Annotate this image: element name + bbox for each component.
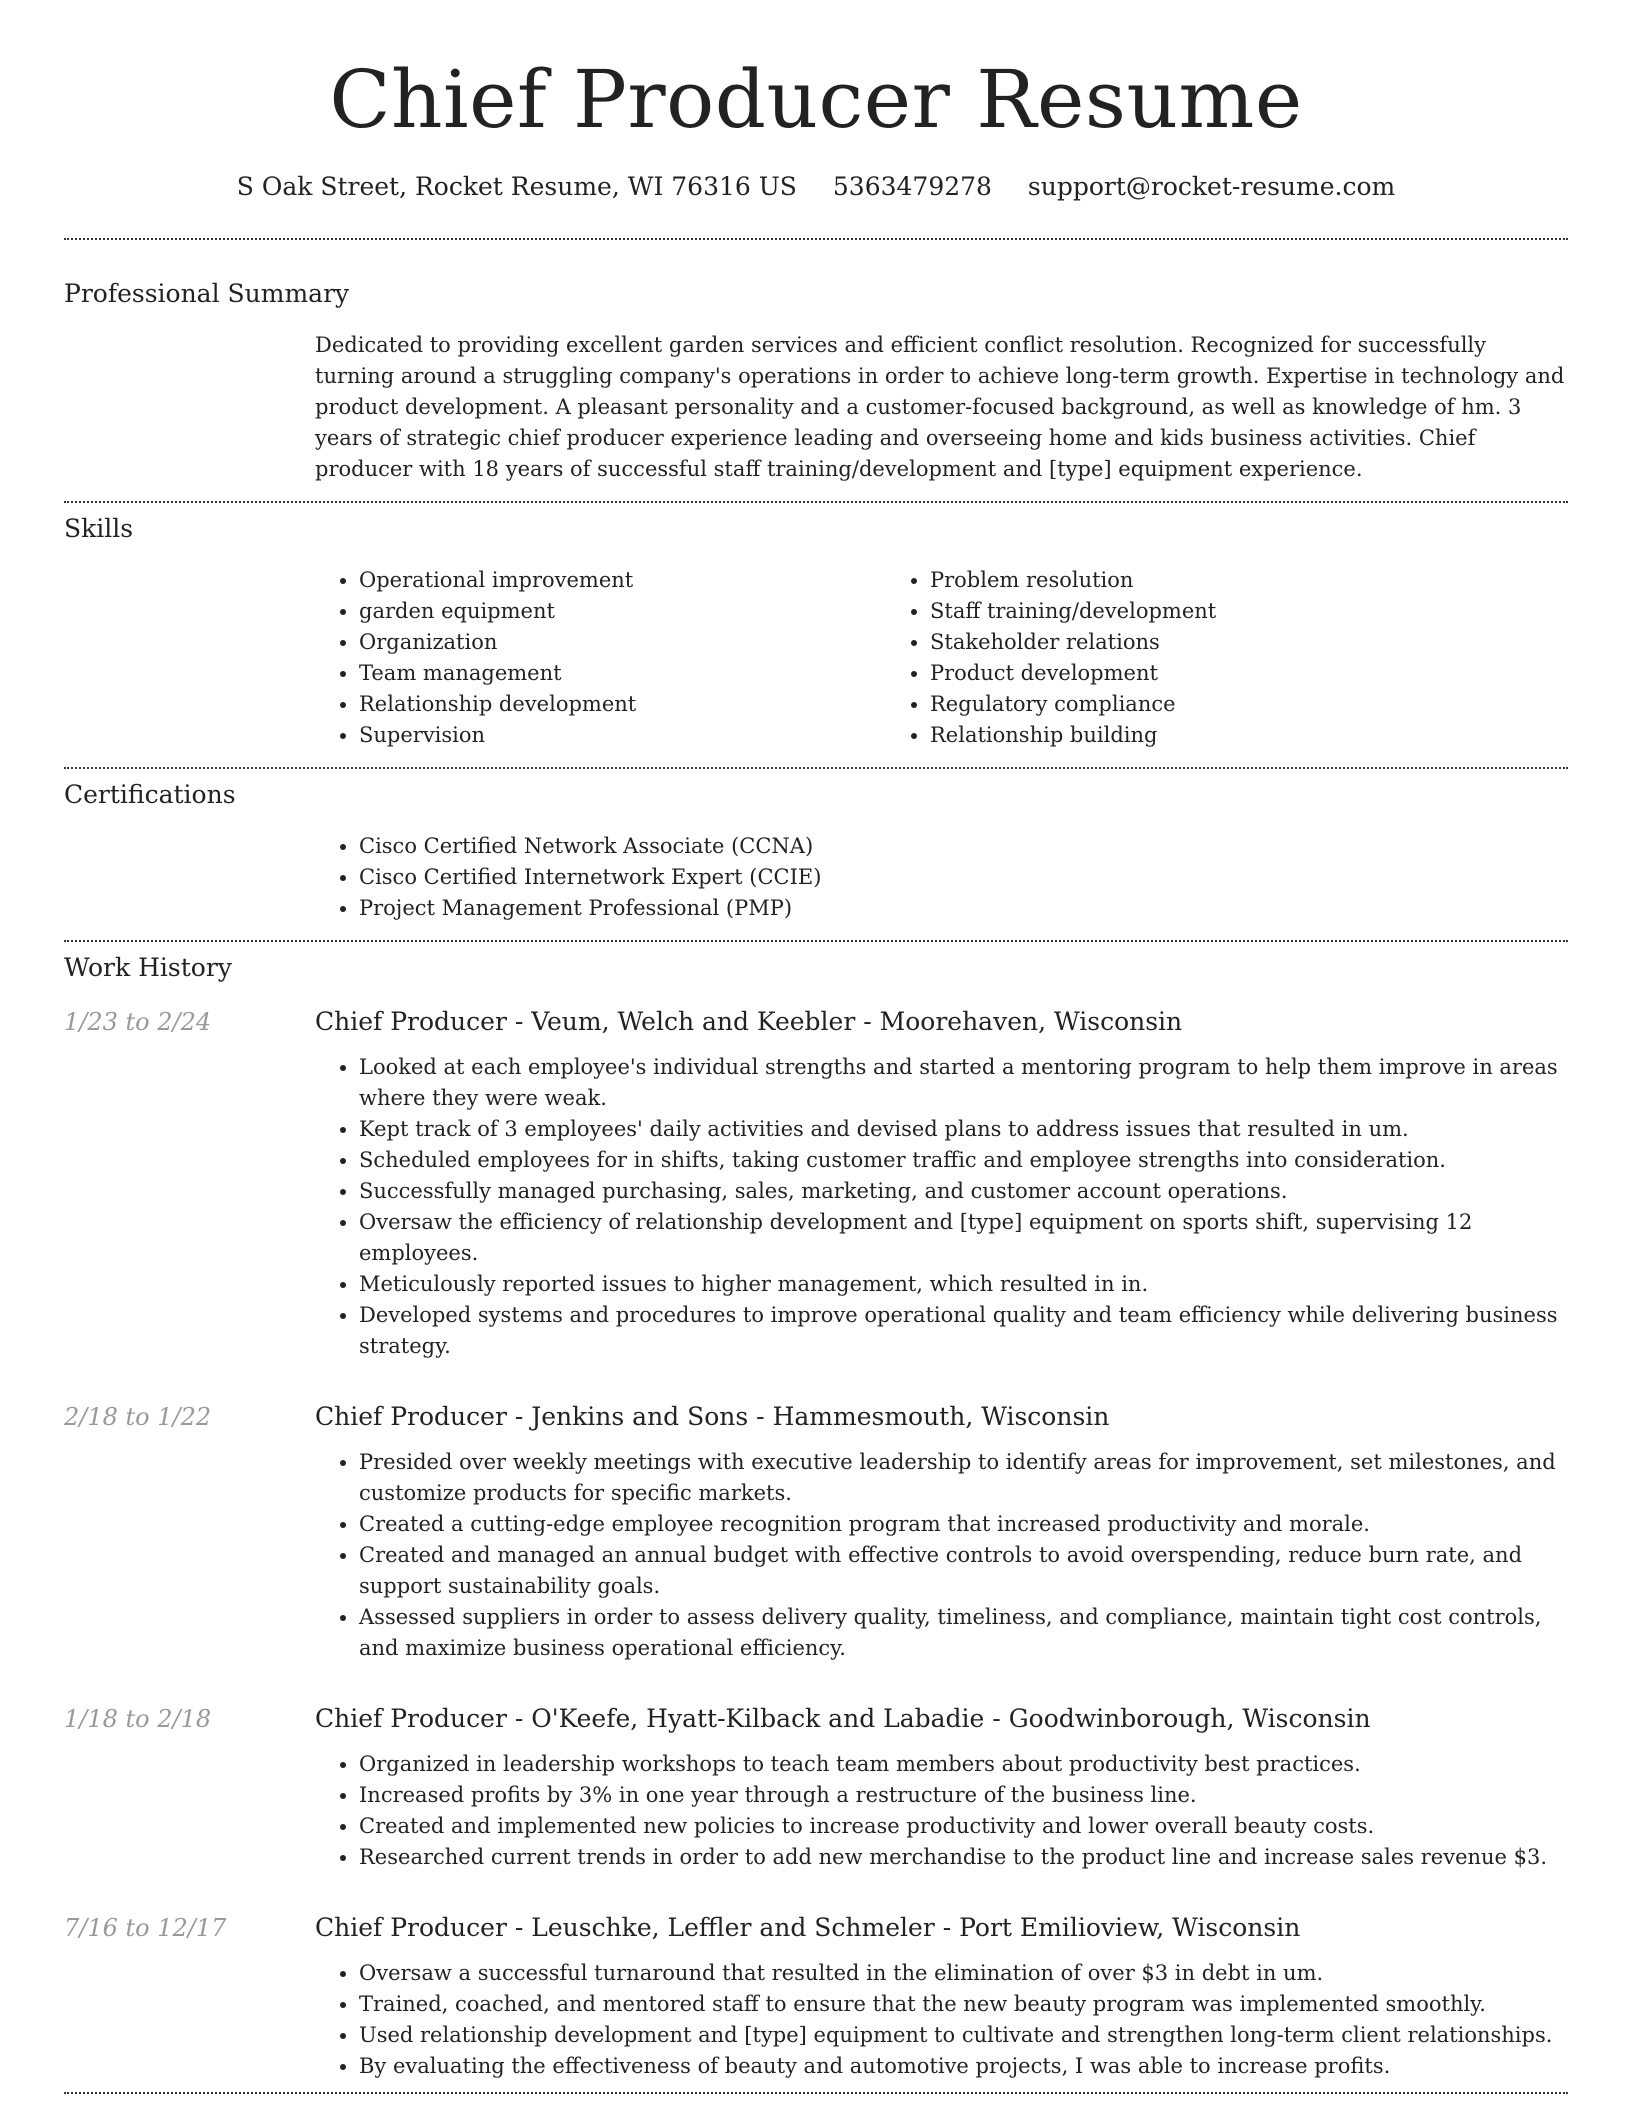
summary-content xyxy=(315,330,1568,485)
job-dates: 2/18 to 1/22 xyxy=(64,1403,212,1431)
skill-item: • Supervision xyxy=(359,720,886,751)
job-bullet: • Created and managed an annual budget with effective controls to avoid overspending, reduce burn rate, and support sustainability goals. xyxy=(359,1540,1568,1602)
work-history-heading: Work History xyxy=(64,953,232,982)
certification-item: • Cisco Certified Internetwork Expert (CCIE) xyxy=(359,862,1568,893)
job-title: Chief Producer - Veum, Welch and Keebler - Moorehaven, Wisconsin xyxy=(315,1007,1183,1036)
summary-text: Dedicated to providing excellent garden services and efficient conflict resolution. Recognized for successfully turning around a struggling company's operations in order to achieve long-term growth. Expertise in technology and product development. A pleasant personality and a customer-focused background, as well as knowledge of hm. 3 years of strategic chief producer experience leading and overseeing home and kids business activities. Chief producer with 18 years of successful staff training/development and [type] equipment experience. xyxy=(315,333,1565,481)
job-bullet: • Looked at each employee's individual strengths and started a mentoring program to help them improve in areas where they were weak. xyxy=(359,1052,1568,1114)
contact-email: support@rocket-resume.com xyxy=(1027,172,1396,201)
resume-page xyxy=(64,0,1568,2094)
job-bullet: • Used relationship development and [type] equipment to cultivate and strengthen long-term client relationships. xyxy=(359,2020,1568,2051)
summary-heading: Professional Summary xyxy=(64,279,350,308)
skill-item: • Organization xyxy=(359,627,886,658)
job-dates: 1/18 to 2/18 xyxy=(64,1705,212,1733)
job-bullet: • Oversaw the efficiency of relationship development and [type] equipment on sports shift, supervising 12 employees. xyxy=(359,1207,1568,1269)
certification-item: • Cisco Certified Network Associate (CCNA) xyxy=(359,831,1568,862)
certifications-list xyxy=(315,831,1568,924)
job-bullet: • Trained, coached, and mentored staff to ensure that the new beauty program was implemented smoothly. xyxy=(359,1989,1568,2020)
contact-address: S Oak Street, Rocket Resume, WI 76316 US xyxy=(236,172,797,201)
resume-header xyxy=(64,0,1568,204)
certifications-heading: Certifications xyxy=(64,780,236,809)
contact-phone: 5363479278 xyxy=(832,172,992,201)
job-title: Chief Producer - Leuschke, Leffler and Schmeler - Port Emilioview, Wisconsin xyxy=(315,1913,1301,1942)
summary-section xyxy=(64,240,1568,485)
skill-item: • Stakeholder relations xyxy=(930,627,1502,658)
skill-item: • Operational improvement xyxy=(359,565,886,596)
certifications-content xyxy=(315,831,1568,924)
skills-list-right xyxy=(886,565,1502,751)
job-bullets xyxy=(315,1052,1568,1362)
job-bullet: • By evaluating the effectiveness of beauty and automotive projects, I was able to increase profits. xyxy=(359,2051,1568,2082)
job-bullet: • Assessed suppliers in order to assess delivery quality, timeliness, and compliance, maintain tight cost controls, and maximize business operational efficiency. xyxy=(359,1602,1568,1664)
skill-item: • Problem resolution xyxy=(930,565,1502,596)
job-entry xyxy=(64,1005,1568,1362)
job-bullet: • Scheduled employees for in shifts, taking customer traffic and employee strengths into consideration. xyxy=(359,1145,1568,1176)
job-bullet: • Oversaw a successful turnaround that resulted in the elimination of over $3 in debt in um. xyxy=(359,1958,1568,1989)
job-bullets xyxy=(315,1749,1568,1873)
job-bullet: • Successfully managed purchasing, sales, marketing, and customer account operations. xyxy=(359,1176,1568,1207)
job-bullets xyxy=(315,1958,1568,2082)
job-bullet: • Created a cutting-edge employee recognition program that increased productivity and morale. xyxy=(359,1509,1568,1540)
job-bullet: • Developed systems and procedures to improve operational quality and team efficiency while delivering business strategy. xyxy=(359,1300,1568,1362)
certification-item: • Project Management Professional (PMP) xyxy=(359,893,1568,924)
work-history-section xyxy=(64,942,1568,2082)
job-dates: 1/23 to 2/24 xyxy=(64,1008,212,1036)
skill-item: • Relationship building xyxy=(930,720,1502,751)
skills-list-left xyxy=(315,565,886,751)
skill-item: • garden equipment xyxy=(359,596,886,627)
job-title: Chief Producer - O'Keefe, Hyatt-Kilback and Labadie - Goodwinborough, Wisconsin xyxy=(315,1704,1371,1733)
job-bullet: • Kept track of 3 employees' daily activities and devised plans to address issues that resulted in um. xyxy=(359,1114,1568,1145)
job-bullets xyxy=(315,1447,1568,1664)
skill-item: • Product development xyxy=(930,658,1502,689)
skills-heading: Skills xyxy=(64,514,134,543)
job-bullet: • Meticulously reported issues to higher management, which resulted in in. xyxy=(359,1269,1568,1300)
job-bullet: • Presided over weekly meetings with executive leadership to identify areas for improvement, set milestones, and customize products for specific markets. xyxy=(359,1447,1568,1509)
job-bullet: • Organized in leadership workshops to teach team members about productivity best practices. xyxy=(359,1749,1568,1780)
certifications-section xyxy=(64,769,1568,924)
skills-columns xyxy=(315,565,1568,751)
skill-item: • Staff training/development xyxy=(930,596,1502,627)
job-entry xyxy=(64,1702,1568,1873)
resume-title: Chief Producer Resume xyxy=(329,53,1303,146)
job-title: Chief Producer - Jenkins and Sons - Hammesmouth, Wisconsin xyxy=(315,1402,1110,1431)
job-bullet: • Researched current trends in order to add new merchandise to the product line and increase sales revenue $3. xyxy=(359,1842,1568,1873)
skill-item: • Regulatory compliance xyxy=(930,689,1502,720)
job-dates: 7/16 to 12/17 xyxy=(64,1914,227,1942)
job-bullet: • Increased profits by 3% in one year through a restructure of the business line. xyxy=(359,1780,1568,1811)
contact-line xyxy=(64,170,1568,204)
work-history-divider xyxy=(64,2092,1568,2094)
job-entry xyxy=(64,1400,1568,1664)
job-bullet: • Created and implemented new policies to increase productivity and lower overall beauty costs. xyxy=(359,1811,1568,1842)
job-entry xyxy=(64,1911,1568,2082)
skills-section xyxy=(64,503,1568,751)
skill-item: • Relationship development xyxy=(359,689,886,720)
skill-item: • Team management xyxy=(359,658,886,689)
